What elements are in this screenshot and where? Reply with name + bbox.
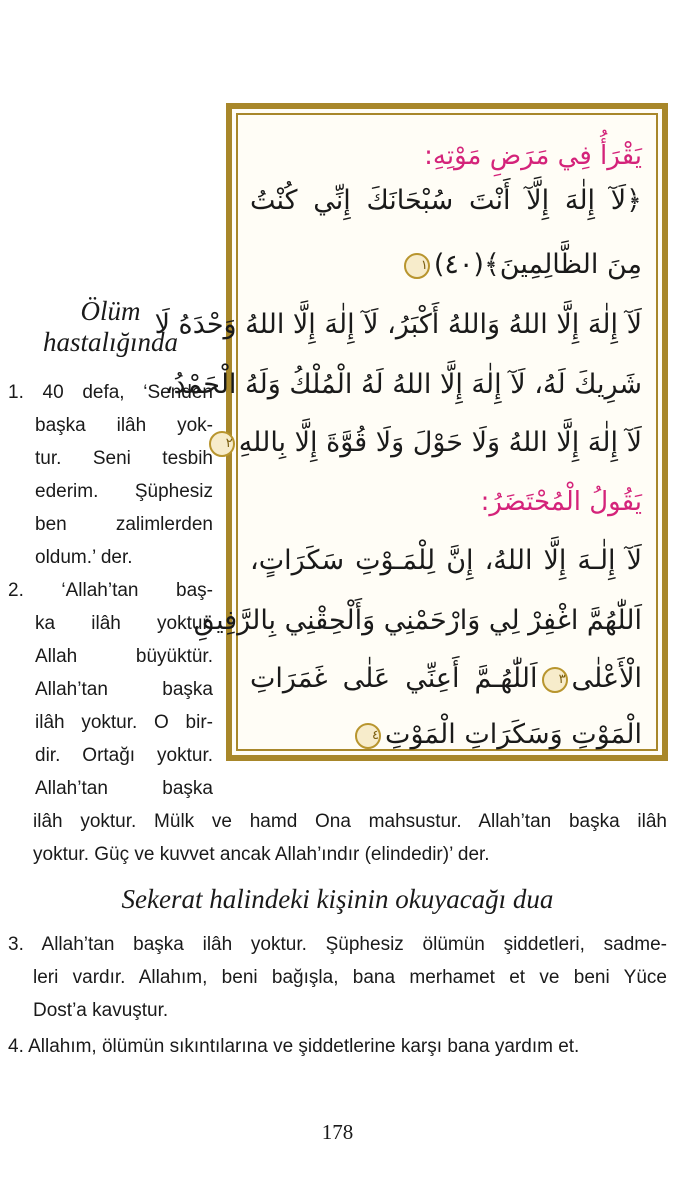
verse-number-4-icon: ٤ bbox=[355, 723, 381, 749]
translation-line: 4. Allahım, ölümün sıkıntılarına ve şiddetlerine karşı bana yardım et. bbox=[8, 1036, 580, 1057]
arabic-line-5 bbox=[225, 427, 642, 459]
arabic-line-4: شَرِيكَ لَهُ، لَآ إِلٰهَ إِلَّا اللهُ لَهُ الْمُلْكُ وَلَهُ الْحَمْدُ، bbox=[164, 369, 642, 400]
translation-line: ben zalimlerden bbox=[35, 514, 213, 535]
translation-line: 1. 40 defa, ‘Senden bbox=[8, 382, 213, 403]
translation-line: 2. ‘Allah’tan baş- bbox=[8, 580, 213, 601]
arabic-text-frame bbox=[154, 103, 668, 761]
translation-item-3 bbox=[8, 928, 667, 1027]
translation-line: ederim. Şüphesiz bbox=[35, 481, 213, 502]
translation-line: yoktur. Güç ve kuvvet ancak Allah’ındır (elindedir)’ der. bbox=[33, 844, 490, 865]
section-heading-olum bbox=[8, 296, 213, 358]
verse-number-1-icon: ١ bbox=[404, 253, 430, 279]
translation-continuation bbox=[33, 805, 667, 871]
arabic-line-6: لَآ إِلٰـهَ إِلَّا اللهُ، إِنَّ لِلْمَـوْتِ سَكَرَاتٍ، bbox=[250, 545, 642, 576]
arabic-line-9 bbox=[250, 719, 642, 751]
arabic-line-8-start: الْأَعْلٰى bbox=[571, 663, 642, 694]
translation-line: Dost’a kavuştur. bbox=[33, 1000, 169, 1021]
arabic-line-8 bbox=[250, 663, 642, 695]
arabic-line-2-text: مِنَ الظَّالِمِينَ﴾(٤٠) bbox=[433, 249, 642, 280]
page-number: 178 bbox=[321, 1120, 354, 1144]
translation-line: Allah’tan başka bbox=[35, 679, 213, 700]
arabic-line-7: اَللّٰهُمَّ اغْفِرْ لِي وَارْحَمْنِي وَأَلْحِقْنِي بِالرَّفِيقِ bbox=[193, 605, 642, 636]
arabic-line-3: لَآ إِلٰهَ إِلَّا اللهُ وَاللهُ أَكْبَرُ، لَآ إِلٰهَ إِلَّا اللهُ وَحْدَهُ لَا bbox=[154, 309, 642, 340]
translation-line: 3. Allah’tan başka ilâh yoktur. Şüphesiz ölümün şiddetleri, sadme- bbox=[8, 934, 667, 955]
translation-line: tur. Seni tesbih bbox=[35, 448, 213, 469]
translation-line: ilâh yoktur. Mülk ve hamd Ona mahsustur. Allah’tan başka ilâh bbox=[33, 811, 667, 832]
arabic-line-9-text: الْمَوْتِ وَسَكَرَاتِ الْمَوْتِ bbox=[385, 719, 642, 750]
arabic-line-2 bbox=[250, 249, 642, 281]
arabic-heading-2: يَقُولُ الْمُحْتَضَرُ: bbox=[480, 487, 642, 517]
arabic-line-5-text: لَآ إِلٰهَ إِلَّا اللهُ وَلَا حَوْلَ وَلَا قُوَّةَ إِلَّا بِاللهِ bbox=[238, 427, 642, 458]
translation-line: oldum.’ der. bbox=[35, 547, 133, 568]
arabic-frame-inner-border bbox=[154, 113, 658, 751]
translation-left-column bbox=[8, 376, 213, 805]
translation-line: ilâh yoktur. O bir- bbox=[35, 712, 213, 733]
arabic-line-8-end: اَللّٰهُـمَّ أَعِنِّي عَلٰى غَمَرَاتِ bbox=[250, 663, 538, 694]
section-heading-sekerat: Sekerat halindeki kişinin okuyacağı dua bbox=[121, 884, 554, 914]
section-heading-olum-line-1: Ölüm bbox=[80, 296, 141, 326]
arabic-line-1: ﴿لَآ إِلٰهَ إِلَّآ أَنْتَ سُبْحَانَكَ إِنِّي كُنْتُ bbox=[250, 185, 642, 216]
translation-line: Allah büyüktür. bbox=[35, 646, 213, 667]
translation-line: ka ilâh yoktur. bbox=[35, 613, 213, 634]
verse-number-3-icon: ٣ bbox=[542, 667, 568, 693]
arabic-heading-1: يَقْرَأُ فِي مَرَضِ مَوْتِهِ: bbox=[424, 141, 642, 171]
translation-line: Allah’tan başka bbox=[35, 778, 213, 799]
translation-item-4 bbox=[8, 1030, 667, 1063]
translation-line: leri vardır. Allahım, beni bağışla, bana merhamet et ve beni Yüce bbox=[33, 967, 667, 988]
section-heading-olum-line-2: hastalığında bbox=[42, 327, 178, 357]
translation-line: başka ilâh yok- bbox=[35, 415, 213, 436]
verse-number-2-icon: ٢ bbox=[209, 431, 235, 457]
translation-line: dir. Ortağı yoktur. bbox=[35, 745, 213, 766]
